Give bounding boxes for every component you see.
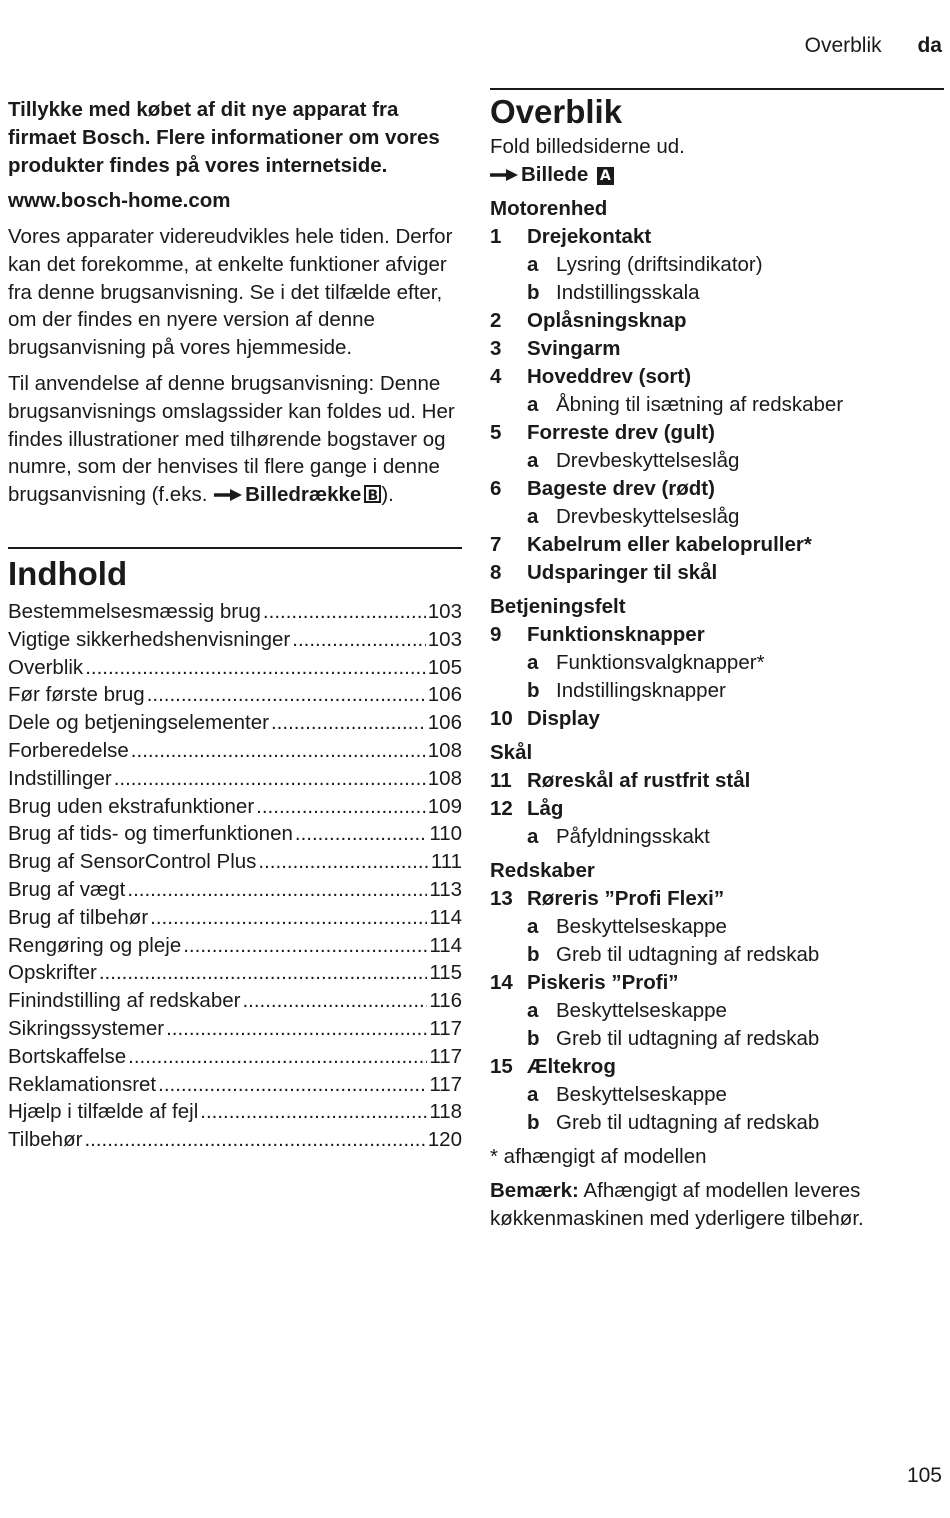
toc-entry[interactable] — [8, 1126, 462, 1154]
toc-leader-dots — [150, 904, 427, 932]
sub-part-label: Indstillingsknapper — [556, 679, 726, 702]
overview-divider — [490, 88, 944, 90]
sub-part-item — [490, 941, 944, 969]
toc-leader-dots — [131, 737, 426, 765]
sub-part-letter: a — [527, 1083, 539, 1106]
part-item — [490, 795, 944, 823]
overview-reference-label: Billede — [521, 163, 589, 186]
part-label: Røreris ”Profi Flexi” — [527, 887, 725, 910]
left-column — [8, 96, 462, 1154]
toc-entry[interactable] — [8, 1071, 462, 1099]
sub-part-letter: a — [527, 651, 539, 674]
toc-entry[interactable] — [8, 654, 462, 682]
toc-entry-page: 103 — [427, 627, 462, 651]
toc-entry-page: 103 — [427, 599, 462, 623]
toc-entry-page: 116 — [429, 989, 462, 1013]
toc-leader-dots — [271, 709, 426, 737]
header-language: da — [917, 34, 942, 57]
toc-entry[interactable] — [8, 681, 462, 709]
box-letter-a-icon: A — [597, 167, 614, 185]
part-item — [490, 307, 944, 335]
toc-entry-title: Bestemmelsesmæssig brug — [8, 599, 261, 623]
part-item — [490, 705, 944, 733]
header-section-title: Overblik — [804, 34, 882, 57]
toc-entry-page: 114 — [429, 905, 462, 929]
note-text: Afhængigt af modellen leveres køkkenmaskinen med yderligere tilbehør. — [490, 1179, 864, 1230]
part-label: Æltekrog — [527, 1055, 616, 1078]
part-label: Røreskål af rustfrit stål — [527, 769, 751, 792]
sub-part-label: Drevbeskyttelseslåg — [556, 505, 740, 528]
part-item — [490, 363, 944, 391]
toc-entry-title: Før første brug — [8, 683, 145, 707]
toc-entry-page: 120 — [427, 1128, 462, 1152]
sub-part-letter: a — [527, 449, 539, 472]
part-number: 1 — [490, 225, 502, 248]
toc-entry[interactable] — [8, 987, 462, 1015]
toc-entry[interactable] — [8, 765, 462, 793]
sub-part-letter: a — [527, 505, 539, 528]
sub-part-label: Beskyttelseskappe — [556, 915, 727, 938]
sub-part-label: Greb til udtagning af redskab — [556, 1111, 820, 1134]
toc-leader-dots — [256, 793, 426, 821]
sub-part-label: Drevbeskyttelseslåg — [556, 449, 740, 472]
group-title: Skål — [490, 741, 533, 764]
toc-leader-dots — [166, 1015, 427, 1043]
sub-part-letter: a — [527, 393, 539, 416]
page-number: 105 — [906, 1464, 942, 1487]
toc-entry-page: 109 — [427, 794, 462, 818]
toc-entry[interactable] — [8, 1098, 462, 1126]
part-number: 7 — [490, 533, 502, 556]
toc-entry[interactable] — [8, 848, 462, 876]
toc-entry-title: Dele og betjeningselementer — [8, 711, 269, 735]
website-link[interactable]: www.bosch-home.com — [8, 189, 231, 212]
toc-entry-title: Tilbehør — [8, 1128, 83, 1152]
group-title: Redskaber — [490, 859, 595, 882]
sub-part-letter: b — [527, 679, 540, 702]
part-item — [490, 419, 944, 447]
part-number: 6 — [490, 477, 502, 500]
sub-part-label: Greb til udtagning af redskab — [556, 1027, 820, 1050]
toc-leader-dots — [128, 1043, 427, 1071]
page-header — [805, 34, 942, 58]
sub-part-label: Greb til udtagning af redskab — [556, 943, 820, 966]
table-of-contents — [8, 598, 462, 1154]
sub-part-item — [490, 1025, 944, 1053]
toc-entry-page: 115 — [429, 961, 462, 985]
sub-part-item — [490, 279, 944, 307]
group-title: Motorenhed — [490, 197, 608, 220]
toc-leader-dots — [263, 598, 426, 626]
note — [490, 1177, 944, 1233]
sub-part-label: Påfyldningsskakt — [556, 825, 710, 848]
toc-entry-page: 118 — [429, 1100, 462, 1124]
toc-entry-title: Brug af tilbehør — [8, 905, 149, 929]
overview-reference — [490, 161, 944, 189]
overview-text: Fold billedsiderne ud. — [490, 135, 685, 158]
toc-leader-dots — [85, 654, 426, 682]
overview-title: Overblik — [490, 93, 623, 130]
sub-part-item — [490, 503, 944, 531]
toc-entry-title: Forberedelse — [8, 738, 129, 762]
toc-entry-title: Finindstilling af redskaber — [8, 989, 241, 1013]
toc-entry-page: 106 — [427, 683, 462, 707]
toc-leader-dots — [147, 681, 426, 709]
toc-entry-title: Brug uden ekstrafunktioner — [8, 794, 255, 818]
toc-entry[interactable] — [8, 626, 462, 654]
toc-entry[interactable] — [8, 904, 462, 932]
toc-leader-dots — [99, 959, 427, 987]
para2-text: Til anvendelse af denne brugsanvisning: Denne brugsanvisnings omslagssider kan foldes ud. Her findes illustrationer med tilhørende bogstaver og numre, som der henvises til flere gange i denne brugsanvisning (f.eks. — [8, 371, 455, 507]
toc-entry-title: Bortskaffelse — [8, 1044, 127, 1068]
part-label: Udsparinger til skål — [527, 561, 718, 584]
toc-leader-dots — [292, 626, 426, 654]
toc-entry[interactable] — [8, 1015, 462, 1043]
toc-entry[interactable] — [8, 932, 462, 960]
sub-part-item — [490, 447, 944, 475]
part-number: 11 — [490, 769, 512, 792]
part-number: 2 — [490, 309, 502, 332]
sub-part-letter: b — [527, 943, 540, 966]
toc-entry-page: 117 — [429, 1044, 462, 1068]
part-number: 9 — [490, 623, 502, 646]
group-title: Betjeningsfelt — [490, 595, 626, 618]
toc-entry-page: 117 — [429, 1072, 462, 1096]
part-label: Forreste drev (gult) — [527, 421, 715, 444]
part-number: 14 — [490, 971, 513, 994]
toc-title: Indhold — [8, 554, 128, 592]
part-number: 13 — [490, 887, 513, 910]
toc-entry-title: Sikringssystemer — [8, 1016, 165, 1040]
toc-entry[interactable] — [8, 793, 462, 821]
part-item — [490, 223, 944, 251]
part-label: Display — [527, 707, 600, 730]
part-number: 15 — [490, 1055, 513, 1078]
footnote: * afhængigt af modellen — [490, 1145, 707, 1168]
sub-part-letter: a — [527, 999, 539, 1022]
toc-entry[interactable] — [8, 737, 462, 765]
toc-entry-page: 106 — [427, 711, 462, 735]
sub-part-item — [490, 251, 944, 279]
right-column — [490, 88, 944, 1233]
sub-part-item — [490, 823, 944, 851]
toc-entry-page: 114 — [429, 933, 462, 957]
toc-entry-title: Indstillinger — [8, 766, 112, 790]
toc-entry-title: Brug af tids- og timerfunktionen — [8, 822, 293, 846]
part-item — [490, 767, 944, 795]
sub-part-item — [490, 1109, 944, 1137]
toc-leader-dots — [127, 876, 427, 904]
part-label: Drejekontakt — [527, 225, 652, 248]
part-label: Bageste drev (rødt) — [527, 477, 715, 500]
arrow-right-icon — [490, 168, 518, 182]
toc-leader-dots — [200, 1098, 427, 1126]
toc-entry-title: Opskrifter — [8, 961, 97, 985]
toc-entry-page: 113 — [429, 877, 462, 901]
toc-entry-page: 110 — [429, 822, 462, 846]
part-label: Oplåsningsknap — [527, 309, 687, 332]
part-label: Piskeris ”Profi” — [527, 971, 679, 994]
para2-reference: Billedrække — [245, 483, 362, 507]
part-number: 4 — [490, 365, 502, 388]
part-item — [490, 475, 944, 503]
sub-part-item — [490, 913, 944, 941]
intro-bold-text: Tillykke med købet af dit nye apparat fra firmaet Bosch. Flere informationer om vores produkter findes på vores internetside. — [8, 98, 440, 177]
toc-leader-dots — [158, 1071, 427, 1099]
toc-leader-dots — [295, 820, 427, 848]
part-number: 3 — [490, 337, 502, 360]
sub-part-letter: b — [527, 1027, 540, 1050]
sub-part-label: Beskyttelseskappe — [556, 999, 727, 1022]
part-label: Låg — [527, 797, 564, 820]
intro-paragraph-2 — [8, 370, 462, 509]
arrow-right-icon — [214, 488, 242, 502]
sub-part-letter: a — [527, 253, 539, 276]
part-item — [490, 1053, 944, 1081]
part-label: Hoveddrev (sort) — [527, 365, 692, 388]
part-label: Svingarm — [527, 337, 621, 360]
toc-leader-dots — [114, 765, 426, 793]
toc-entry[interactable] — [8, 709, 462, 737]
box-letter-b-icon: B — [364, 485, 381, 503]
sub-part-label: Beskyttelseskappe — [556, 1083, 727, 1106]
toc-entry[interactable] — [8, 959, 462, 987]
part-item — [490, 621, 944, 649]
part-number: 12 — [490, 797, 513, 820]
part-number: 8 — [490, 561, 502, 584]
toc-entry-page: 117 — [429, 1016, 462, 1040]
toc-divider — [8, 547, 462, 549]
part-number: 5 — [490, 421, 502, 444]
sub-part-label: Indstillingsskala — [556, 281, 700, 304]
part-item — [490, 969, 944, 997]
toc-entry-title: Overblik — [8, 655, 84, 679]
note-label: Bemærk: — [490, 1179, 579, 1202]
toc-entry[interactable] — [8, 1043, 462, 1071]
toc-entry[interactable] — [8, 820, 462, 848]
toc-entry-title: Hjælp i tilfælde af fejl — [8, 1100, 199, 1124]
part-item — [490, 335, 944, 363]
sub-part-letter: a — [527, 825, 539, 848]
part-number: 10 — [490, 707, 513, 730]
toc-entry-page: 105 — [427, 655, 462, 679]
sub-part-letter: b — [527, 281, 540, 304]
toc-entry-page: 108 — [427, 738, 462, 762]
toc-entry-title: Brug af vægt — [8, 877, 126, 901]
sub-part-label: Lysring (driftsindikator) — [556, 253, 763, 276]
toc-entry-title: Reklamationsret — [8, 1072, 157, 1096]
part-item — [490, 559, 944, 587]
sub-part-item — [490, 677, 944, 705]
toc-entry-page: 111 — [430, 850, 462, 874]
toc-entry[interactable] — [8, 598, 462, 626]
part-item — [490, 885, 944, 913]
para2-end: ). — [381, 483, 394, 507]
toc-leader-dots — [183, 932, 427, 960]
sub-part-item — [490, 1081, 944, 1109]
toc-entry-title: Vigtige sikkerhedshenvisninger — [8, 627, 291, 651]
toc-leader-dots — [242, 987, 427, 1015]
toc-leader-dots — [258, 848, 428, 876]
intro-paragraph-1: Vores apparater videreudvikles hele tiden. Derfor kan det forekomme, at enkelte funktioner afviger fra denne brugsanvisning. Se i det tilfælde efter, om der findes en nyere version af denne brugsanvisning på vores hjemmeside. — [8, 225, 453, 360]
sub-part-letter: a — [527, 915, 539, 938]
part-item — [490, 531, 944, 559]
sub-part-label: Åbning til isætning af redskaber — [556, 393, 844, 416]
toc-leader-dots — [84, 1126, 425, 1154]
sub-part-letter: b — [527, 1111, 540, 1134]
toc-entry-page: 108 — [427, 766, 462, 790]
toc-entry[interactable] — [8, 876, 462, 904]
overview-groups — [490, 195, 944, 1137]
toc-entry-title: Brug af SensorControl Plus — [8, 850, 257, 874]
sub-part-item — [490, 649, 944, 677]
sub-part-label: Funktionsvalgknapper* — [556, 651, 765, 674]
toc-entry-title: Rengøring og pleje — [8, 933, 182, 957]
sub-part-item — [490, 997, 944, 1025]
part-label: Funktionsknapper — [527, 623, 705, 646]
sub-part-item — [490, 391, 944, 419]
part-label: Kabelrum eller kabelopruller* — [527, 533, 812, 556]
